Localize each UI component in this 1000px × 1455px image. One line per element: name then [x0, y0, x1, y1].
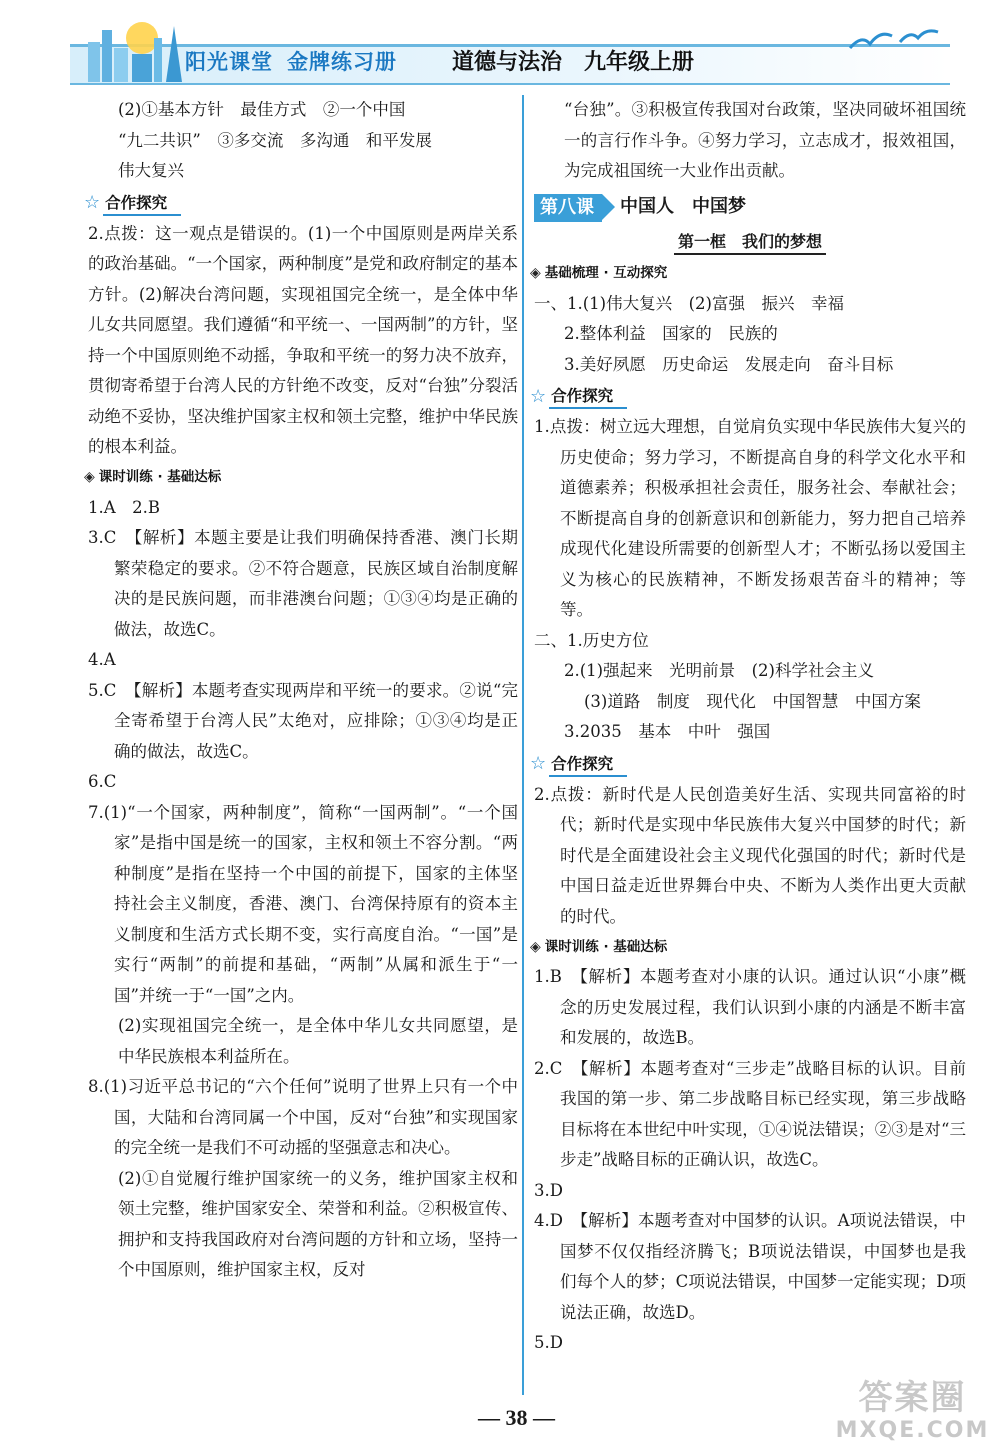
answer-line: 3.D — [534, 1180, 563, 1200]
section-label: 课时训练 · 基础达标 — [98, 469, 222, 486]
brand-title — [185, 46, 397, 76]
answer-paragraph: 2.C 【解析】本题考查对“三步走”战略目标的认识。目前我国的第一步、第二步战略目标已经实现，第三步战略目标将在本世纪中叶实现，①④说法错误；②③是对“三步走”战略目标的正确认识，故选C。 — [534, 1058, 966, 1169]
answer-line: 二、1.历史方位 — [534, 630, 649, 650]
lesson-heading — [534, 191, 966, 225]
section-label: 合作探究 — [549, 385, 627, 409]
star-icon: ☆ — [530, 385, 547, 407]
section-label: 合作探究 — [549, 753, 627, 777]
answer-paragraph: 8.(1)习近平总书记的“六个任何”说明了世界上只有一个中国，大陆和台湾同属一个中国，反对“台独”和实现国家的完全统一是我们不可动摇的坚强意志和决心。 — [88, 1077, 518, 1157]
lesson-title-part: 中国梦 — [692, 196, 746, 218]
page-header — [0, 0, 1000, 90]
lesson-title-part: 中国人 — [620, 196, 674, 218]
star-icon: ☆ — [530, 753, 547, 775]
answer-line: (3)道路 制度 现代化 中国智慧 中国方案 — [584, 691, 921, 711]
lesson-tag: 第八课 — [534, 194, 602, 222]
answer-line: 1.A 2.B — [88, 497, 161, 517]
answer-line: 2.(1)强起来 光明前景 (2)科学社会主义 — [564, 661, 874, 680]
answer-paragraph: 4.D 【解析】本题考查对中国梦的认识。A项说法错误，中国梦不仅仅指经济腾飞；B项说法错误，中国梦也是我们每个人的梦；C项说法错误，中国梦一定能实现；D项说法正确，故选D。 — [534, 1211, 966, 1322]
answer-line: 4.A — [88, 650, 116, 669]
answer-paragraph: (2)实现祖国完全统一，是全体中华儿女共同愿望，是中华民族根本利益所在。 — [118, 1016, 518, 1066]
answer-line: 3.2035 基本 中叶 强国 — [564, 722, 771, 741]
answer-paragraph: 2.点拨：新时代是人民创造美好生活、实现共同富裕的时代；新时代是实现中华民族伟大复兴中国梦的时代；新时代是全面建设社会主义现代化强国的时代；新时代是中国日益走近世界舞台中央、不断为人类作出更大贡献的时代。 — [534, 784, 966, 926]
answer-line: 6.C — [88, 772, 117, 791]
answer-line: 伟大复兴 — [118, 161, 184, 180]
answer-paragraph: 2.点拨：这一观点是错误的。(1)一个中国原则是两岸关系的政治基础。“一个国家，两种制度”是党和政府制定的基本方针。(2)解决台湾问题，实现祖国完全统一，是全体中华儿女共同愿望。我们遵循“和平统一、一国两制”的方针，坚持一个中国原则绝不动摇，争取和平统一的努力决不放弃，贯彻寄希望于台湾人民的方针绝不改变，反对“台独”分裂活动绝不妥协，坚决维护国家主权和领土完整，维护中华民族的根本利益。 — [88, 223, 518, 456]
right-column — [530, 95, 966, 1359]
answer-line: 5.D — [534, 1333, 563, 1352]
section-heading-training — [84, 463, 518, 493]
section-heading-training — [530, 932, 966, 962]
section-label: 课时训练 · 基础达标 — [544, 938, 668, 955]
answer-paragraph: 3.C 【解析】本题主要是让我们明确保持香港、澳门长期繁荣稳定的要求。②不符合题意，民族区域自治制度解决的是民族问题，而非港澳台问题；①③④均是正确的做法，故选C。 — [88, 528, 518, 639]
answer-line: 一、1.(1)伟大复兴 (2)富强 振兴 幸福 — [534, 293, 844, 313]
answer-line: “九二共识” ③多交流 多沟通 和平发展 — [118, 130, 432, 150]
diamond-icon: ◈ — [530, 265, 541, 282]
answer-paragraph: 5.C 【解析】本题考查实现两岸和平统一的要求。②说“完全寄希望于台湾人民”太绝对，应排除；①③④均是正确的做法，故选C。 — [88, 680, 518, 761]
answer-paragraph: 7.(1)“一个国家，两种制度”，简称“一国两制”。“一个国家”是指中国是统一的国家，主权和领土不容分割。“两种制度”是指在坚持一个中国的前提下，国家的主体坚持社会主义制度，香港、澳门、台湾保持原有的资本主义制度和生活方式长期不变，实行高度自治。“一国”是实行“两制”的前提和基础，“两制”从属和派生于“一国”并统一于“一国”之内。 — [88, 802, 518, 1005]
subject-name: 道德与法治 — [452, 50, 563, 75]
section-heading-basic — [530, 259, 966, 289]
brand-name: 阳光课堂 — [185, 50, 273, 74]
watermark — [830, 1378, 995, 1450]
left-column — [84, 95, 518, 1286]
answer-paragraph: 1.点拨：树立远大理想，自觉肩负实现中华民族伟大复兴的历史使命；努力学习，不断提高自身的科学文化水平和道德素养；积极承担社会责任，服务社会、奉献社会；不断提高自身的创新意识和创新能力，努力把自己培养成现代化建设所需要的创新型人才；不断弘扬以爱国主义为核心的民族精神，不断发扬艰苦奋斗的精神；等等。 — [534, 417, 966, 619]
answer-line: 2.整体利益 国家的 民族的 — [564, 324, 778, 343]
subject-title — [452, 45, 694, 76]
watermark-line: 答案圈 — [858, 1378, 967, 1418]
answer-paragraph: 1.B 【解析】本题考查对小康的认识。通过认识“小康”概念的历史发展过程，我们认识到小康的内涵是不断丰富和发展的，故选B。 — [534, 967, 966, 1047]
page-number: — 38 — — [478, 1405, 555, 1430]
answer-line: (2)①基本方针 最佳方式 ②一个中国 — [118, 100, 406, 119]
city-skyline-icon — [82, 8, 202, 84]
section-label: 合作探究 — [103, 192, 181, 216]
grade-name: 九年级上册 — [584, 50, 695, 75]
section-label: 基础梳理 · 互动探究 — [544, 265, 668, 282]
series-name: 金牌练习册 — [287, 50, 397, 74]
section-heading-cooperation — [84, 189, 518, 219]
answer-paragraph: “台独”。③积极宣传我国对台政策，坚决同破坏祖国统一的言行作斗争。④努力学习，立志成才，报效祖国，为完成祖国统一大业作出贡献。 — [564, 100, 966, 180]
diamond-icon: ◈ — [84, 469, 95, 486]
frame-title — [534, 225, 966, 259]
frame-label: 第一框 我们的梦想 — [674, 232, 826, 255]
lesson-title — [620, 192, 746, 223]
answer-line: 3.美好夙愿 历史命运 发展走向 奋斗目标 — [564, 354, 894, 374]
section-heading-cooperation — [530, 382, 966, 412]
column-divider — [522, 95, 524, 1395]
answer-paragraph: (2)①自觉履行维护国家统一的义务，维护国家主权和领土完整，维护国家安全、荣誉和利益。②积极宣传、拥护和支持我国政府对台湾问题的方针和立场，坚持一个中国原则，维护国家主权，反对 — [118, 1168, 518, 1279]
watermark-line: MXQE.COM — [835, 1418, 990, 1443]
birds-icon — [840, 20, 950, 60]
star-icon: ☆ — [84, 192, 101, 214]
section-heading-cooperation — [530, 750, 966, 780]
diamond-icon: ◈ — [530, 938, 541, 955]
